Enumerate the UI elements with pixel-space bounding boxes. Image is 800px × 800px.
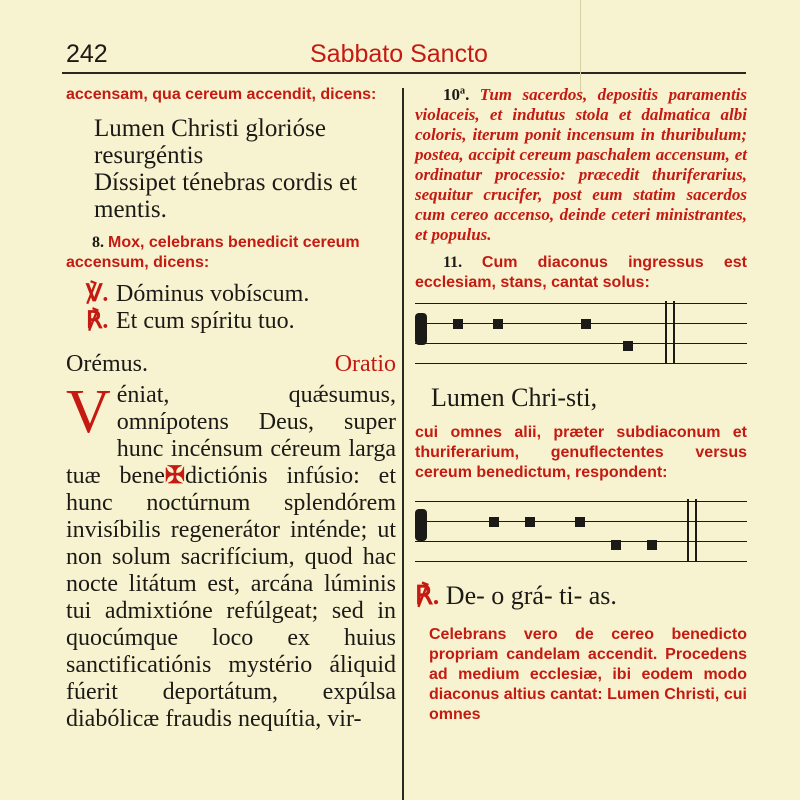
item-10-rubric: Tum sacerdos, depositis paramentis violaceis, et indutus stola et dalmatica albi coloris, iterum ponit incensum in thuribulum; postea, accipit cereum paschalem accensum, et ordinatur processio: præcedit thuriferarius, sequitur crucifer, post eum statim sacerdos cum cereo accenso, deinde ceteri ministrantes, et populus. <box>415 85 748 244</box>
rubric-celebrans: Celebrans vero de cereo benedicto propriam candelam accendit. Procedens ad medium ecclesiæ, ibi eodem modo diaconus altius cantat: Lumen Christi, cui omnes <box>429 626 747 723</box>
lumen-verses <box>66 115 396 223</box>
rubric-cui-omnes: cui omnes alii, præter subdiaconum et thuriferarium, genuflectentes versus cereum benedictum, respondent: <box>415 424 747 481</box>
chant-note <box>647 540 657 550</box>
item-11 <box>415 253 747 293</box>
staff-line <box>415 501 747 502</box>
blessing-cross-icon: ✠ <box>164 463 185 489</box>
page-header <box>0 0 800 75</box>
staff-line <box>415 541 747 542</box>
dropcap-v: V <box>66 378 111 446</box>
versicle-sign: ℣. <box>86 281 109 307</box>
chant-note <box>575 517 585 527</box>
response-r-icon: ℟. <box>415 581 440 610</box>
prayer-part-a: éniat, quǽsumus, omnípotens Deus, super hunc incénsum céreum larga tuæ bene <box>66 382 396 489</box>
staff-bar <box>665 301 667 363</box>
staff-line <box>415 561 747 562</box>
chant-text-2: De- o grá- ti- as. <box>445 581 617 610</box>
chant-staff-2 <box>415 499 747 569</box>
right-column <box>415 85 747 725</box>
item-10 <box>415 85 747 245</box>
chant-note <box>453 319 463 329</box>
staff-line <box>415 303 747 304</box>
chant-note <box>493 319 503 329</box>
staff-bar <box>673 301 675 363</box>
item-8-number: 8. <box>92 234 104 251</box>
chant-note <box>611 540 621 550</box>
chant-note <box>623 341 633 351</box>
staff-bar <box>687 499 689 561</box>
chant-line-2 <box>415 581 747 611</box>
chant-note <box>581 319 591 329</box>
versicle-line <box>66 281 396 308</box>
response-line <box>66 308 396 335</box>
oremus-line <box>66 351 396 378</box>
item-11-rubric: Cum diaconus ingressus est ecclesiam, stans, cantat solus: <box>415 254 747 291</box>
lumen-line-2: Díssipet ténebras cordis et mentis. <box>94 169 358 223</box>
item-11-number: 11. <box>443 254 463 271</box>
oratio-heading: Oratio <box>334 351 396 377</box>
item-10-number: 10ª. <box>443 85 470 104</box>
item-8-rubric: Mox, celebrans benedicit cereum accensum, dicens: <box>66 234 360 271</box>
column-divider <box>402 88 404 800</box>
page-number: 242 <box>66 40 108 68</box>
chant-text-1: Lumen Chri-sti, <box>431 383 598 412</box>
chant-staff-1 <box>415 301 747 371</box>
prayer-text <box>66 378 396 733</box>
c-clef-icon <box>415 313 427 345</box>
staff-line <box>415 343 747 344</box>
response-text: Et cum spíritu tuo. <box>116 308 295 334</box>
c-clef-icon <box>415 509 427 541</box>
prayer-part-b: dictiónis infúsio: et hunc noctúrnum splendórem invisíbilis regenerátor inténde; ut non solum sacrifícium, quod hac nocte litátum est, arcána lúminis tui admixtióne refúlgeat; sed in quocúmque loco ex huius sanctificatiónis mystério áliquid fúerit deportátum, expúlsa diabólicæ fraudis nequítia, vir- <box>66 463 396 732</box>
header-rule <box>62 72 746 74</box>
staff-bar <box>695 499 697 561</box>
lumen-line-1: Lumen Christi glorióse resurgéntis <box>94 115 326 169</box>
versicle-text: Dóminus vobíscum. <box>116 281 310 307</box>
page-title: Sabbato Sancto <box>310 40 488 68</box>
staff-line <box>415 363 747 364</box>
response-sign: ℟. <box>86 308 109 334</box>
chant-note <box>525 517 535 527</box>
item-8 <box>66 233 396 273</box>
rubric-accensam: accensam, qua cereum accendit, dicens: <box>66 86 377 103</box>
oremus-label: Orémus. <box>66 351 148 377</box>
chant-note <box>489 517 499 527</box>
left-column <box>66 85 396 733</box>
